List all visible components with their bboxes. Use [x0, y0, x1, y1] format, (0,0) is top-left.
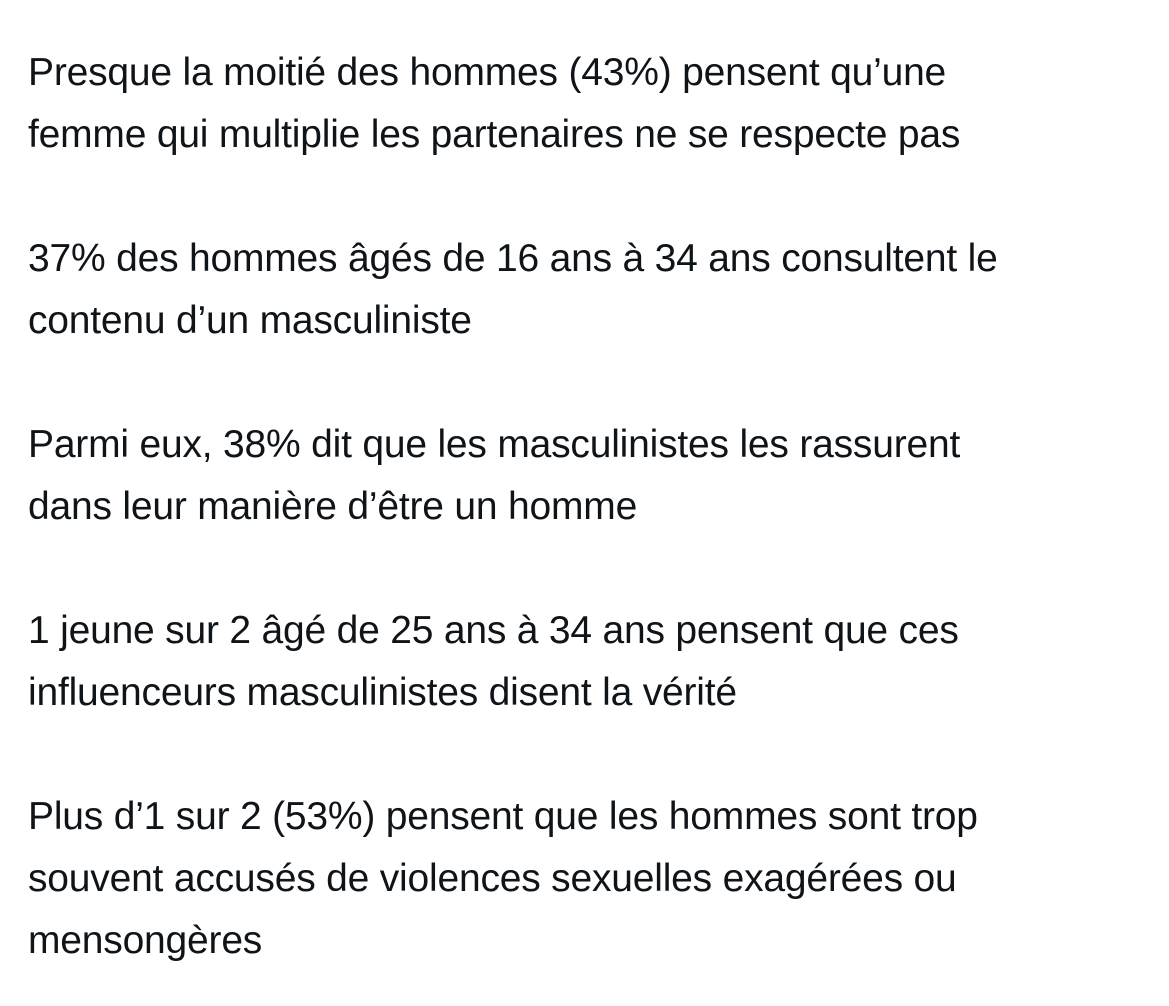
- text-line: Presque la moitié des hommes (43%) pensent qu’une: [28, 51, 947, 94]
- paragraph-2: [28, 228, 1153, 352]
- text-line: influenceurs masculinistes disent la vérité: [28, 671, 737, 714]
- text-line: souvent accusés de violences sexuelles exagérées ou: [28, 857, 957, 900]
- text-line: 1 jeune sur 2 âgé de 25 ans à 34 ans pensent que ces: [28, 609, 959, 652]
- text-line: contenu d’un masculiniste: [28, 299, 472, 342]
- text-line: 37% des hommes âgés de 16 ans à 34 ans consultent le: [28, 237, 998, 280]
- paragraph-1: [28, 42, 1153, 166]
- post-text: [28, 42, 1153, 972]
- text-line: Plus d’1 sur 2 (53%) pensent que les hommes sont trop: [28, 795, 978, 838]
- paragraph-3: [28, 414, 1153, 538]
- text-line: femme qui multiplie les partenaires ne se respecte pas: [28, 113, 961, 156]
- paragraph-4: [28, 600, 1153, 724]
- text-line: mensongères: [28, 919, 263, 962]
- paragraph-5: [28, 786, 1153, 972]
- text-line: dans leur manière d’être un homme: [28, 485, 638, 528]
- text-line: Parmi eux, 38% dit que les masculinistes les rassurent: [28, 423, 961, 466]
